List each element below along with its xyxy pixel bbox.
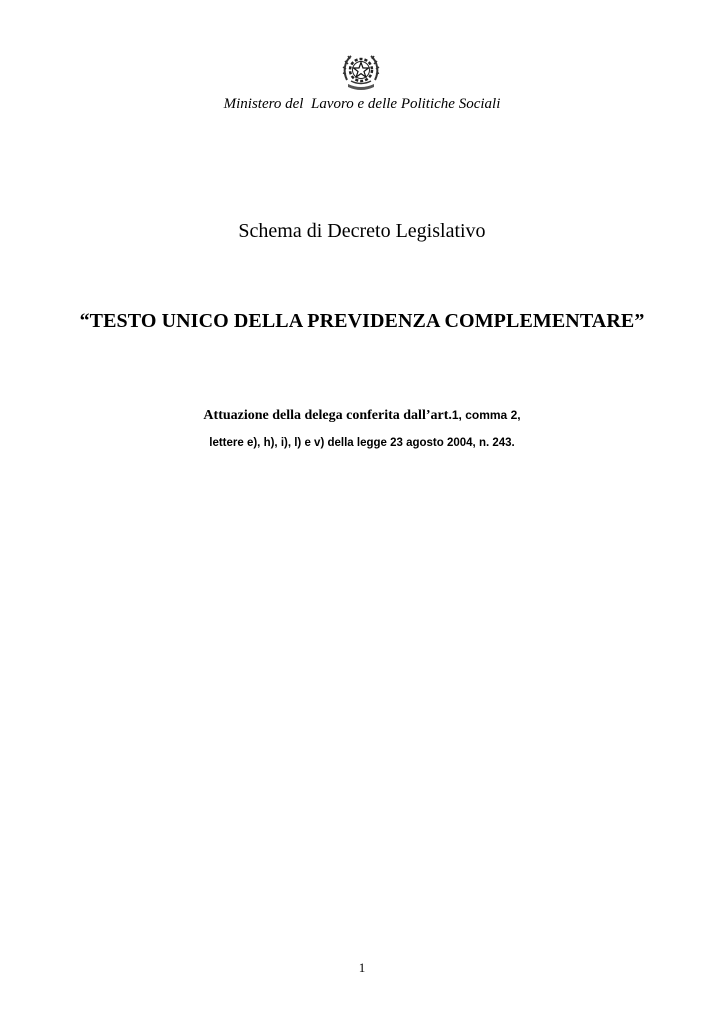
- italian-republic-emblem-icon: [340, 50, 382, 94]
- page-number: 1: [358, 960, 366, 975]
- schema-title: Schema di Decreto Legislativo: [238, 220, 486, 242]
- subtitle-line-2: lettere e), h), i), l) e v) della legge 23 agosto 2004, n. 243.: [209, 437, 515, 449]
- subtitle-line-1-serif: Attuazione della delega conferita dall’art.: [203, 408, 452, 423]
- ministry-header: Ministero del Lavoro e delle Politiche Sociali: [223, 96, 501, 112]
- subtitle-line-1: [0, 408, 724, 424]
- subtitle-line-1-sans: 1, comma 2,: [451, 408, 521, 422]
- document-main-title: “TESTO UNICO DELLA PREVIDENZA COMPLEMENTARE”: [79, 310, 645, 332]
